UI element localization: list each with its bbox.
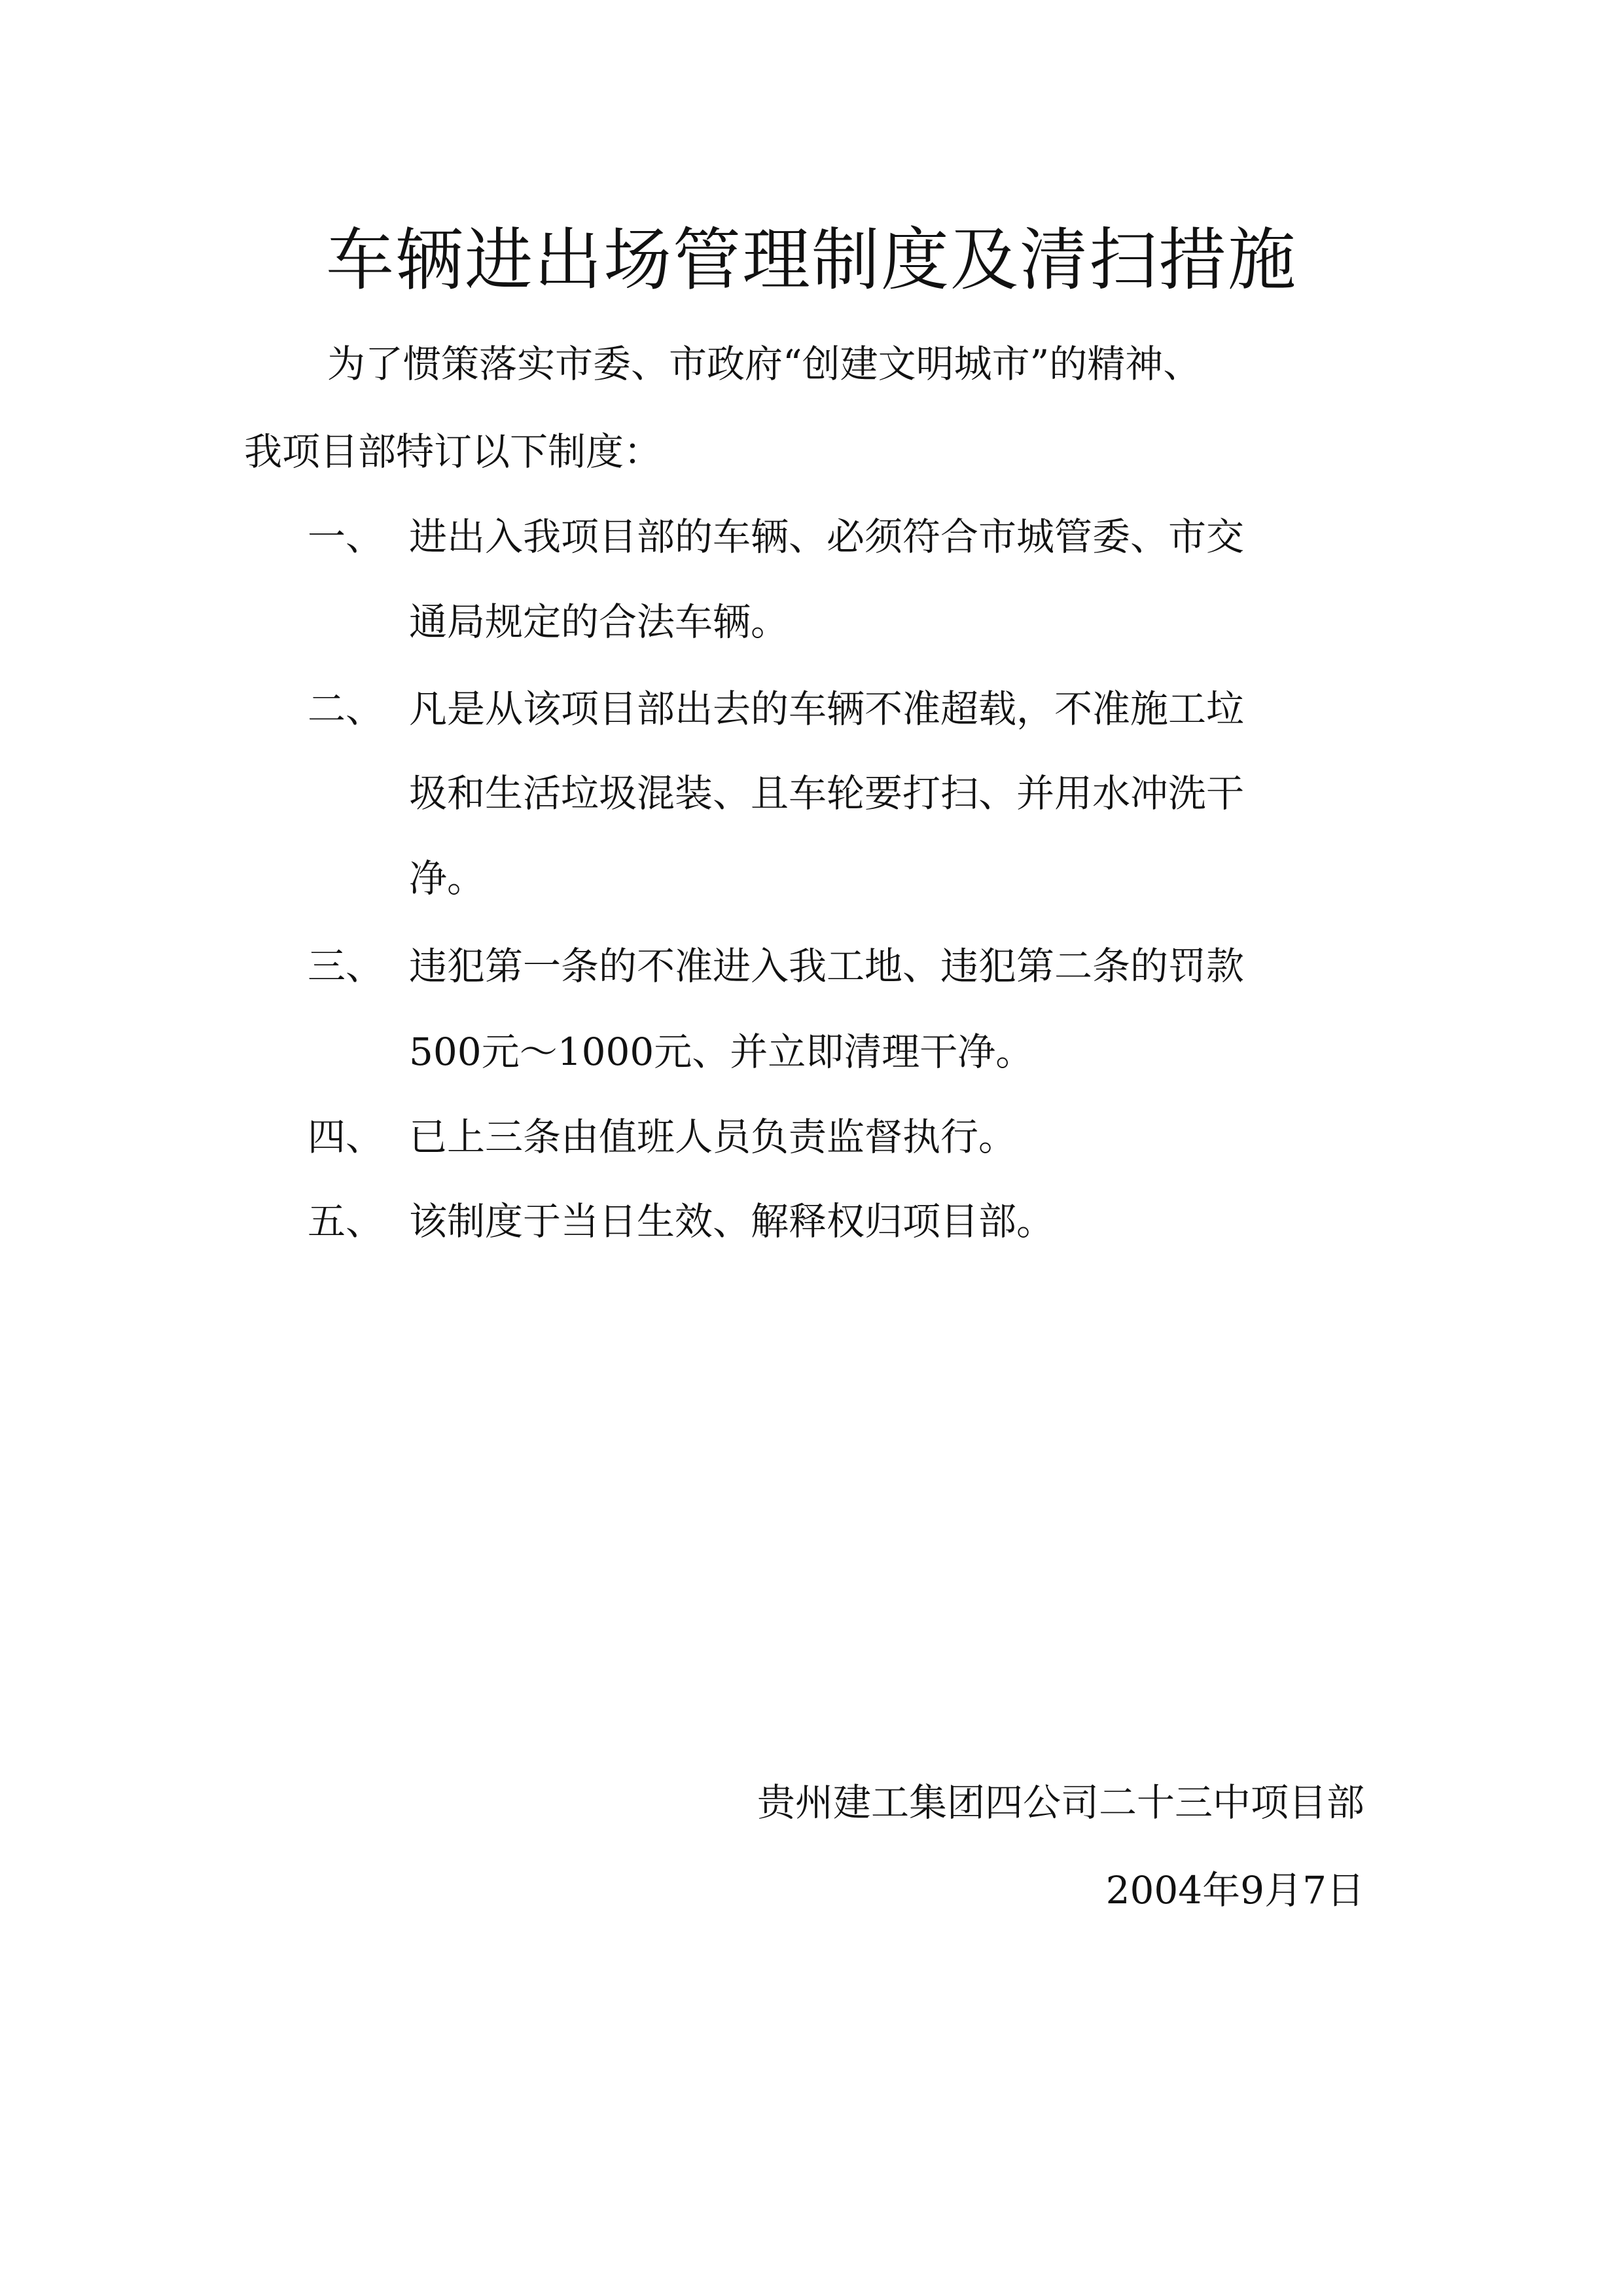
item-5-line-1: 该制度于当日生效、解释权归项目部。 — [409, 1199, 1055, 1244]
item-3-line-1: 违犯第一条的不准进入我工地、违犯第二条的罚款 — [409, 944, 1245, 988]
document-title: 车辆进出场管理制度及清扫措施 — [325, 220, 1297, 300]
item-2-line-2: 圾和生活垃圾混装、且车轮要打扫、并用水冲洗干 — [409, 771, 1245, 816]
item-2-line-1: 凡是从该项目部出去的车辆不准超载，不准施工垃 — [409, 687, 1245, 731]
intro-line-1: 为了惯策落实市委、市政府“创建文明城市”的精神、 — [327, 342, 1202, 386]
signature-date: 2004年9月7日 — [1105, 1868, 1364, 1912]
intro-line-2: 我项目部特订以下制度： — [244, 429, 662, 474]
item-1-line-2: 通局规定的合法车辆。 — [409, 600, 789, 644]
item-1-line-1: 进出入我项目部的车辆、必须符合市城管委、市交 — [409, 514, 1245, 559]
item-4-line-1: 已上三条由值班人员负责监督执行。 — [409, 1115, 1017, 1159]
signature-organization: 贵州建工集团四公司二十三中项目部 — [757, 1780, 1364, 1825]
item-4-marker: 四、 — [308, 1115, 384, 1159]
item-1-marker: 一、 — [308, 514, 384, 559]
item-3-marker: 三、 — [308, 944, 384, 988]
item-3-line-2: 500元～1000元、并立即清理干净。 — [409, 1030, 1034, 1074]
item-2-marker: 二、 — [308, 687, 384, 731]
item-5-marker: 五、 — [308, 1199, 384, 1244]
item-2-line-3: 净。 — [409, 856, 486, 901]
